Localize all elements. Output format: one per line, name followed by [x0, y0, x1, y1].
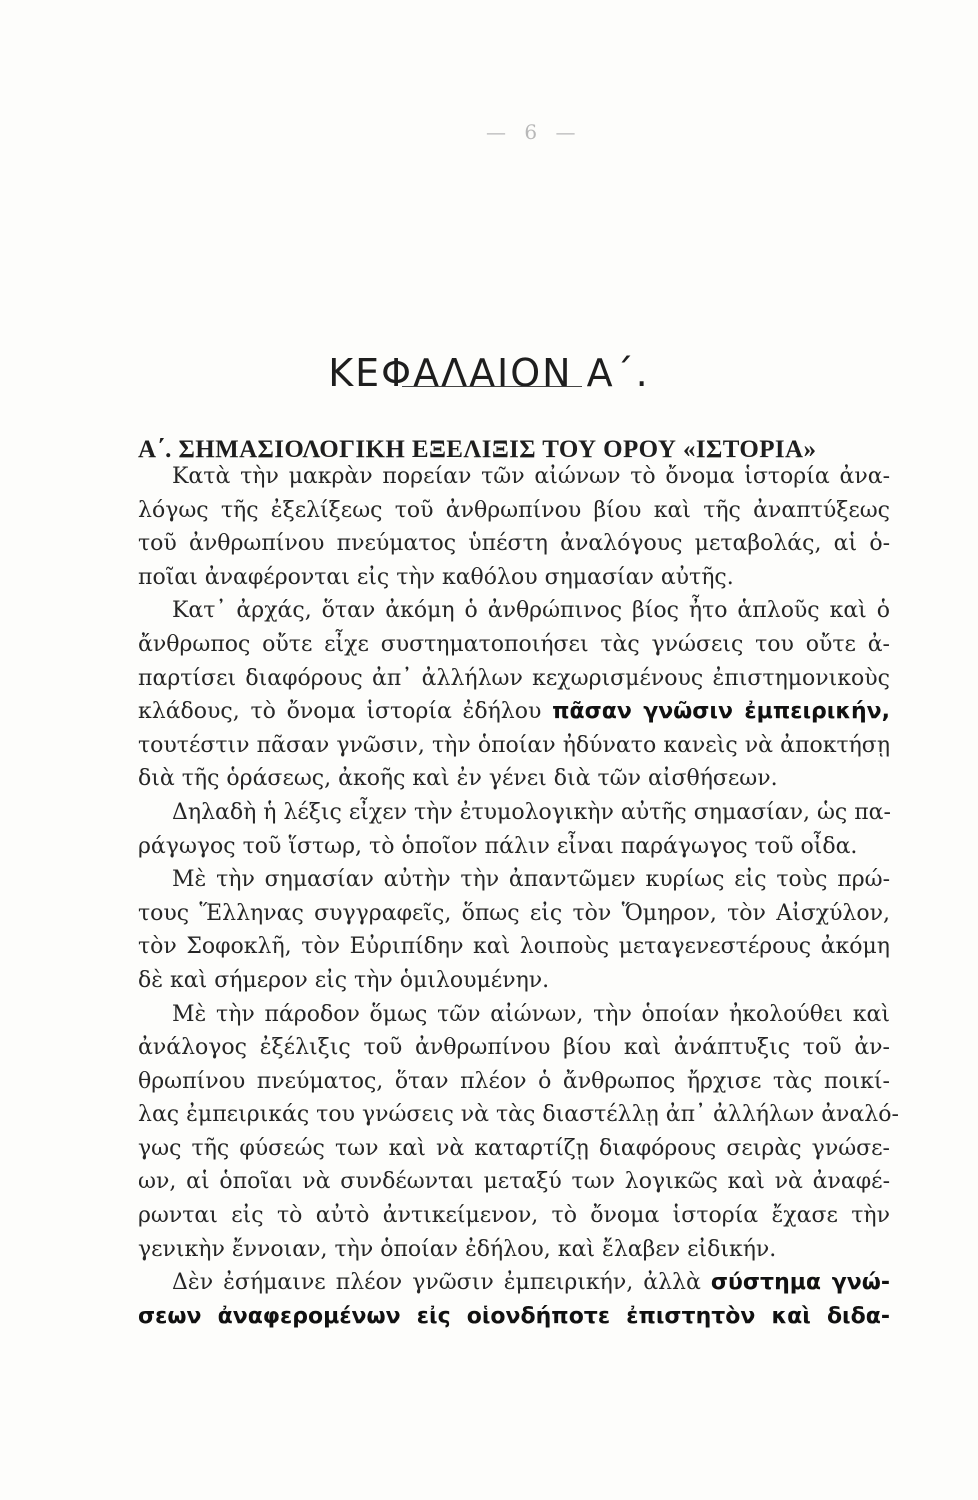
text-line — [138, 460, 890, 494]
line-text: γενικὴν ἔννοιαν, τὴν ὁποίαν ἐδήλου, καὶ ἔλαβεν εἰδικήν. — [138, 1236, 777, 1262]
text-line — [138, 561, 890, 595]
title-underline — [402, 386, 582, 387]
text-line — [138, 1065, 890, 1099]
line-text: λας ἐμπειρικάς του γνώσεις νὰ τὰς διαστέλλῃ ἀπ᾿ ἀλλήλων ἀναλό- — [138, 1102, 899, 1128]
line-text: κλάδους, τὸ ὄνομα ἱστορία ἐδήλου — [138, 699, 553, 725]
line-text: ράγωγος τοῦ ἵστωρ, τὸ ὁποῖον πάλιν εἶναι παράγωγος τοῦ οἶδα. — [138, 833, 858, 859]
text-line — [138, 494, 890, 528]
line-text: τουτέστιν πᾶσαν γνῶσιν, τὴν ὁποίαν ἠδύνατο κανεὶς νὰ ἀποκτήσῃ — [138, 732, 890, 758]
line-text: Κατὰ τὴν μακρὰν πορείαν τῶν αἰώνων τὸ ὄνομα ἱστορία ἀνα- — [172, 464, 890, 489]
text-line — [138, 762, 890, 796]
line-text: ρωνται εἰς τὸ αὐτὸ ἀντικείμενον, τὸ ὄνομα ἱστορία ἔχασε τὴν — [138, 1203, 890, 1229]
text-line — [138, 1132, 890, 1166]
text-line — [138, 998, 890, 1032]
text-line — [138, 729, 890, 763]
line-text: ἄνθρωπος οὔτε εἶχε συστηματοποιήσει τὰς γνώσεις του οὔτε ἀ- — [138, 631, 890, 657]
page-number: — 6 — — [486, 120, 582, 144]
text-line — [138, 527, 890, 561]
line-text: διὰ τῆς ὁράσεως, ἀκοῆς καὶ ἐν γένει διὰ τῶν αἰσθήσεων. — [138, 766, 778, 792]
text-line — [138, 796, 890, 830]
line-text: Κατ᾿ ἀρχάς, ὅταν ἀκόμη ὁ ἀνθρώπινος βίος ἦτο ἁπλοῦς καὶ ὁ — [172, 598, 890, 624]
line-text: δὲ καὶ σήμερον εἰς τὴν ὁμιλουμένην. — [138, 967, 550, 993]
text-line — [138, 897, 890, 931]
text-line — [138, 1199, 890, 1233]
line-text: Μὲ τὴν πάροδον ὅμως τῶν αἰώνων, τὴν ὁποίαν ἠκολούθει καὶ — [172, 1001, 890, 1027]
emphasis-text: σύστημα γνώ- — [710, 1270, 890, 1296]
line-text: ποῖαι ἀναφέρονται εἰς τὴν καθόλου σημασίαν αὐτῆς. — [138, 564, 734, 590]
line-text: τὸν Σοφοκλῆ, τὸν Εὐριπίδην καὶ λοιποὺς μεταγενεστέρους ἀκόμη — [138, 934, 890, 960]
line-text: παρτίσει διαφόρους ἀπ᾿ ἀλλήλων κεχωρισμένους ἐπιστημονικοὺς — [138, 665, 890, 691]
text-line — [138, 863, 890, 897]
text-line — [138, 964, 890, 998]
line-text: λόγως τῆς ἐξελίξεως τοῦ ἀνθρωπίνου βίου καὶ τῆς ἀναπτύξεως — [138, 497, 890, 523]
text-line — [138, 830, 890, 864]
text-line — [138, 1233, 890, 1267]
line-text: θρωπίνου πνεύματος, ὅταν πλέον ὁ ἄνθρωπος ἤρχισε τὰς ποικί- — [138, 1068, 890, 1094]
text-line — [138, 930, 890, 964]
text-line — [138, 1031, 890, 1065]
line-text: Δηλαδὴ ἡ λέξις εἶχεν τὴν ἐτυμολογικὴν αὐτῆς σημασίαν, ὡς πα- — [172, 799, 891, 825]
text-line — [138, 662, 890, 696]
line-text: τοῦ ἀνθρωπίνου πνεύματος ὑπέστη ἀναλόγους μεταβολάς, αἱ ὁ- — [138, 531, 890, 557]
line-text: Μὲ τὴν σημασίαν αὐτὴν τὴν ἀπαντῶμεν κυρίως εἰς τοὺς πρώ- — [172, 867, 890, 893]
text-line — [138, 594, 890, 628]
section-heading: Α΄. ΣΗΜΑΣΙΟΛΟΓΙΚΗ ΕΞΕΛΙΞΙΣ ΤΟΥ ΟΡΟΥ «ΙΣΤΟΡΙΑ» — [138, 435, 817, 463]
line-text: Δὲν ἐσήμαινε πλέον γνῶσιν ἐμπειρικήν, ἀλλὰ — [172, 1270, 711, 1296]
text-line — [138, 695, 890, 729]
emphasis-text: σεων ἀναφερομένων εἰς οἱονδήποτε ἐπιστητὸν καὶ διδα- — [138, 1303, 890, 1329]
text-line — [138, 628, 890, 662]
line-text: ων, αἱ ὁποῖαι νὰ συνδέωνται μεταξύ των λογικῶς καὶ νὰ ἀναφέ- — [138, 1169, 890, 1195]
text-line — [138, 1266, 890, 1300]
text-line — [138, 1098, 899, 1132]
line-text: γως τῆς φύσεώς των καὶ νὰ καταρτίζῃ διαφόρους σειρὰς γνώσε- — [138, 1135, 890, 1161]
line-text: ἀνάλογος ἐξέλιξις τοῦ ἀνθρωπίνου βίου καὶ ἀνάπτυξις τοῦ ἀν- — [138, 1035, 890, 1061]
emphasis-text: πᾶσαν γνῶσιν ἐμπειρικήν, — [552, 699, 890, 725]
body-text — [138, 460, 899, 1333]
line-text: τους Ἕλληνας συγγραφεῖς, ὅπως εἰς τὸν Ὅμηρον, τὸν Αἰσχύλον, — [138, 900, 890, 926]
text-line — [138, 1165, 890, 1199]
chapter-title: ΚΕΦΑΛΑΙΟΝ Α΄. — [328, 351, 650, 396]
text-line — [138, 1300, 890, 1334]
